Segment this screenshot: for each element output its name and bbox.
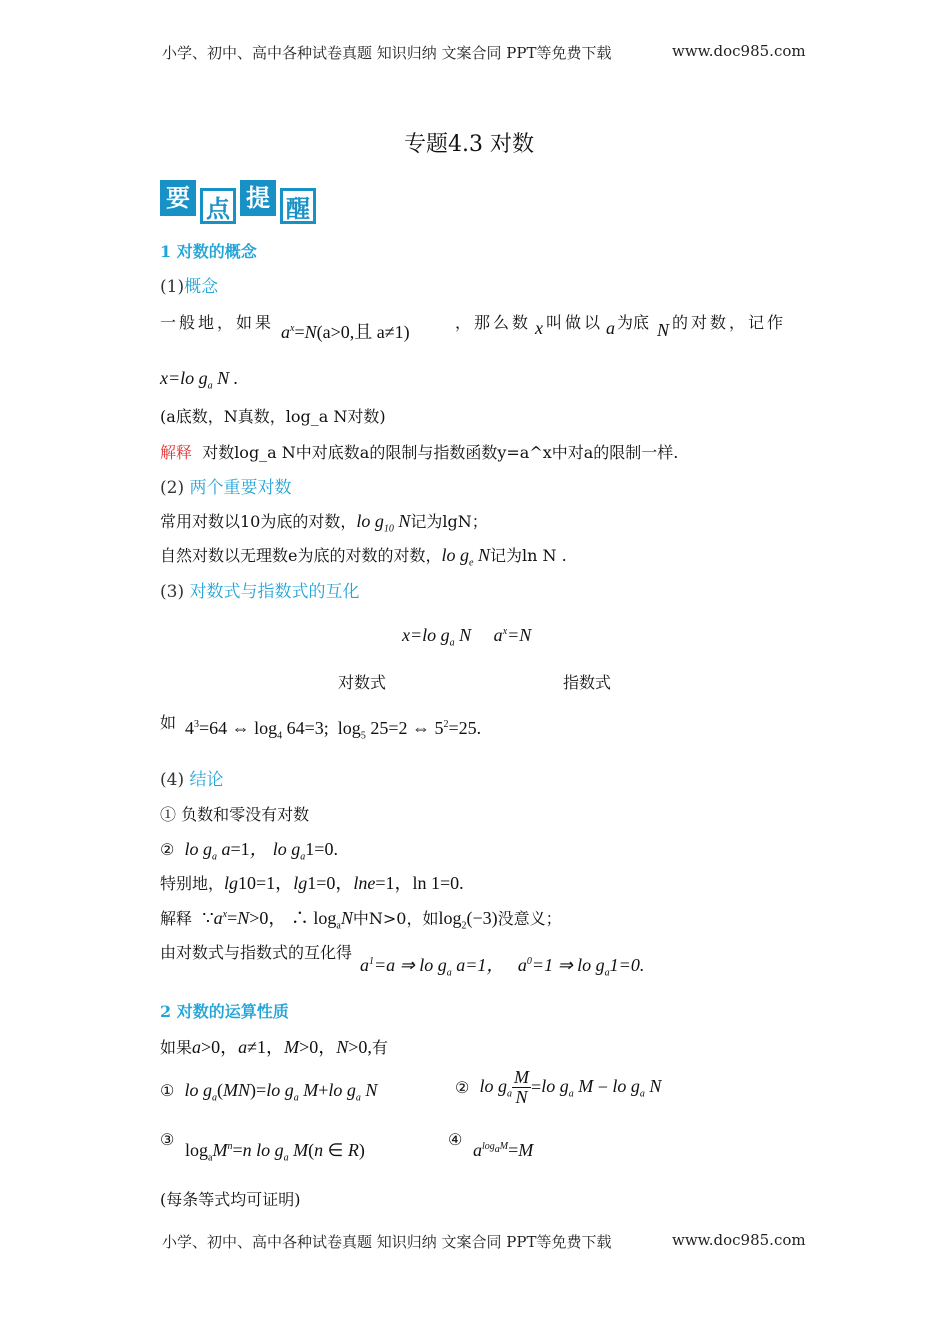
subsection-1 — [160, 272, 218, 297]
property-3: $\log_aM^n=n$ lo $g_a$ M(n ∈ R) — [185, 1140, 365, 1164]
proof-note: (每条等式均可证明) — [160, 1190, 301, 1209]
explain-2-label: 解释 — [160, 909, 193, 928]
footer-left: 小学、初中、高中各种试卷真题 知识归纳 文案合同 PPT等免费下载 — [162, 1233, 612, 1251]
subsection-2-number: (2) — [160, 478, 185, 498]
subsection-3-number: (3) — [160, 582, 185, 602]
var-N: N — [657, 320, 670, 340]
property-2: ② lo $g_a$ $\frac{M}{N}$ =lo $g_a$ M − lo $g_a$ N — [455, 1067, 662, 1107]
condition-suffix: 有 — [371, 1038, 388, 1057]
explain-2-suffix: 没意义； — [497, 909, 562, 928]
var-a: a — [606, 318, 615, 338]
definition-prefix: 一般地，如果 — [160, 313, 275, 332]
explain-1-text: 对数log_a N中对底数a的限制与指数函数y=a^x中对a的限制一样. — [202, 443, 679, 462]
terms-note: (a底数，N真数，log_a N对数) — [160, 407, 386, 426]
property-4: $a^{log_aM}=M$ — [473, 1140, 534, 1160]
subsection-4-number: (4) — [160, 770, 185, 790]
subsection-2 — [160, 473, 292, 498]
exp-form-label: 指数式 — [563, 673, 612, 692]
subsection-1-number: (1) — [160, 277, 185, 297]
common-log-line: 常用对数以10为底的对数，lo $g_{10}$ N记为lgN； — [160, 511, 488, 535]
common-log-suffix: 记为lgN； — [410, 512, 488, 531]
condition-prefix: 如果 — [160, 1038, 193, 1057]
explain-1-label: 解释 — [160, 443, 193, 462]
special-cases: 特别地，lg10=1，lg1=0，lne=1，ln 1=0. — [160, 873, 464, 893]
property-1: ① lo $g_a(MN)=lo$ $g_a$ M+lo $g_a$ N — [160, 1080, 378, 1104]
section-1-heading: 1 对数的概念 — [160, 242, 257, 261]
natural-log-prefix: 自然对数以无理数e为底的对数的对数， — [160, 546, 442, 565]
properties-condition: 如果a>0，a≠1，M>0，N>0,有 — [160, 1037, 388, 1057]
example-formulas: $4^3=64$ ⇔ $\log_4 64=3$; $\log_5 25=2$ ⇔ $5^2=25$. — [185, 718, 482, 742]
subsection-4-label: 结论 — [189, 770, 224, 790]
conclusion-2: ② lo $g_a$ a=1， lo $g_a1=0$. — [160, 839, 338, 863]
definition-condition: (a>0,且 a≠1) — [316, 322, 410, 342]
definition-suffix: 的对数，记作 — [672, 313, 787, 332]
var-x: x — [535, 318, 543, 338]
log-form-label: 对数式 — [338, 673, 387, 692]
interconversion-formulas: x=lo $g_a$ N $a^x=N$ — [402, 625, 532, 649]
natural-log-suffix: 记为ln N . — [489, 546, 567, 565]
subsection-1-label: 概念 — [184, 277, 219, 297]
subsection-4 — [160, 765, 224, 790]
common-log-prefix: 常用对数以10为底的对数， — [160, 512, 357, 531]
interconvert-prefix: 由对数式与指数式的互化得 — [160, 943, 353, 962]
example-prefix: 如 — [160, 713, 177, 732]
subsection-2-label: 两个重要对数 — [189, 478, 292, 498]
section-2-heading: 2 对数的运算性质 — [160, 1002, 289, 1021]
banner-char-2: 点 — [200, 188, 236, 224]
header-url[interactable]: www.doc985.com — [672, 42, 806, 60]
banner-char-1: 要 — [160, 180, 196, 216]
definition-mid-1: ，那么数 — [455, 313, 532, 332]
explain-2-mid: 中N>0，如 — [352, 909, 439, 928]
explain-2: 解释 $\because a^x=N>0$， ∴ $\log_aN$中N>0，如$\log_2(-3)$没意义； — [160, 908, 562, 932]
conclusion-1: ① 负数和零没有对数 — [160, 805, 310, 824]
footer-url[interactable]: www.doc985.com — [672, 1231, 806, 1249]
property-4-number: ④ — [448, 1130, 463, 1149]
definition-formula: $a^x=N(a>0$,且 a≠1) — [281, 322, 410, 342]
interconvert-formulas: $a^1=a$ ⇒ lo $g_a$ a=1， $a^0=1$ ⇒ lo $g_a1=0$. — [360, 955, 645, 979]
page-title: 专题4.3 对数 — [404, 132, 534, 157]
natural-log-line: 自然对数以无理数e为底的对数的对数，lo $g_e$ N记为ln N . — [160, 545, 567, 569]
banner-char-4: 醒 — [280, 188, 316, 224]
log-definition-formula: x=lo $g_a$ N . — [160, 368, 239, 392]
property-3-number: ③ — [160, 1130, 175, 1149]
subsection-3-label: 对数式与指数式的互化 — [189, 582, 360, 602]
header-left: 小学、初中、高中各种试卷真题 知识归纳 文案合同 PPT等免费下载 — [162, 44, 612, 62]
definition-mid-3: 为底 — [617, 313, 650, 332]
definition-mid-2: 叫做以 — [546, 313, 604, 332]
banner-char-3: 提 — [240, 180, 276, 216]
subsection-3 — [160, 577, 360, 602]
explain-1 — [160, 440, 678, 463]
special-prefix: 特别地， — [160, 874, 225, 893]
